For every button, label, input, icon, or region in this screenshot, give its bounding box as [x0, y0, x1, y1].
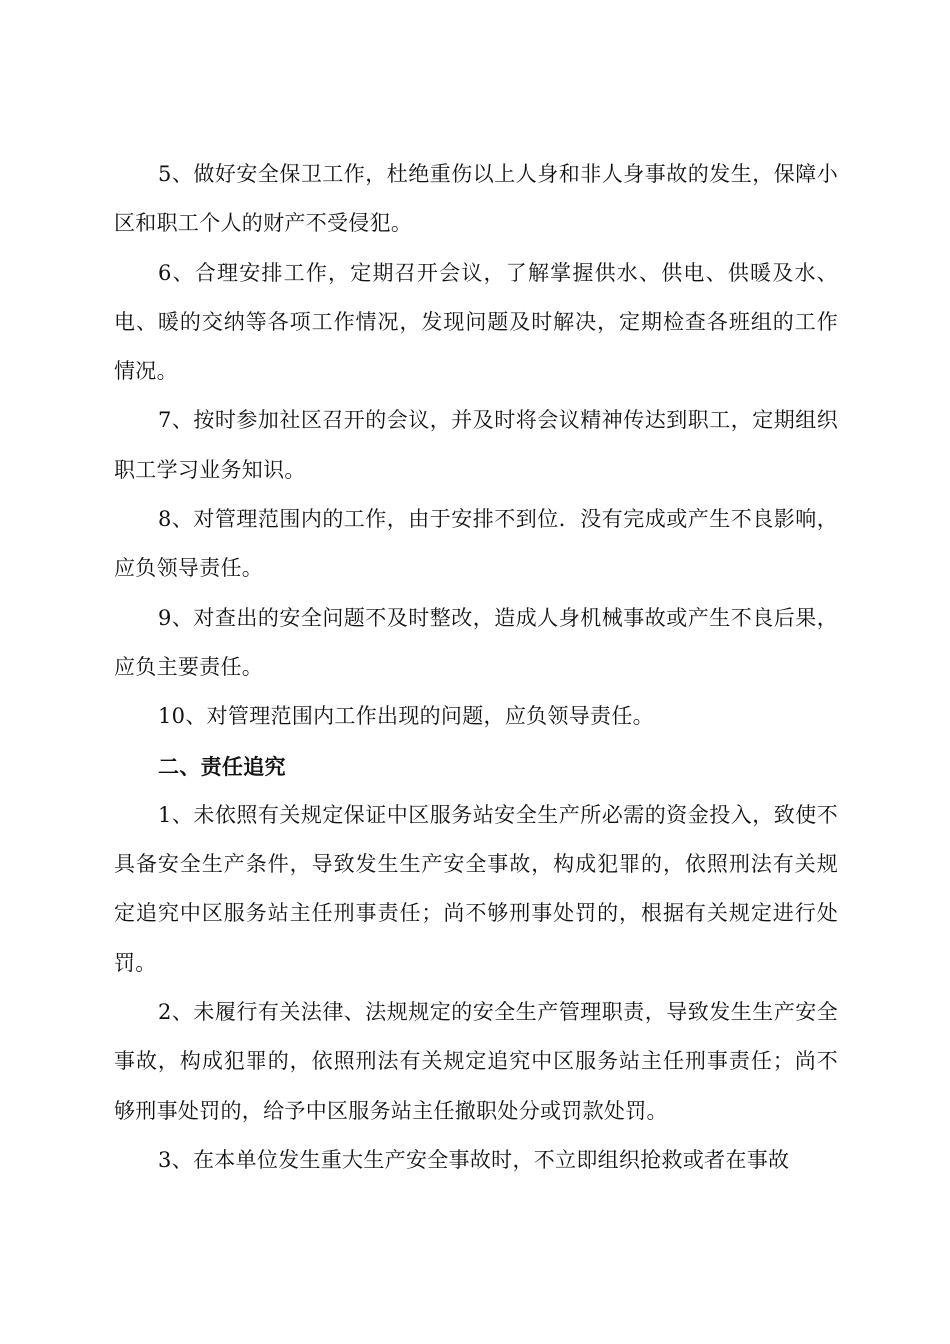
paragraph-item-9: 9、对查出的安全问题不及时整改，造成人身机械事故或产生不良后果，应负主要责任。 — [114, 605, 838, 679]
paragraph-item-8: 8、对管理范围内的工作，由于安排不到位．没有完成或产生不良影响，应负领导责任。 — [114, 507, 838, 581]
paragraph-item-10: 10、对管理范围内工作出现的问题，应负领导责任。 — [158, 704, 654, 729]
paragraph-item-7: 7、按时参加社区召开的会议，并及时将会议精神传达到职工，定期组织职工学习业务知识。 — [114, 408, 838, 482]
paragraph-item-6: 6、合理安排工作，定期召开会议，了解掌握供水、供电、供暖及水、电、暖的交纳等各项工作情况，发现问题及时解决，定期检查各班组的工作情况。 — [114, 260, 838, 384]
paragraph-liability-1: 1、未依照有关规定保证中区服务站安全生产所必需的资金投入，致使不具备安全生产条件，导致发生生产安全事故，构成犯罪的，依照刑法有关规定追究中区服务站主任刑事责任；尚不够刑事处罚的，根据有关规定进行处罚。 — [114, 802, 838, 975]
paragraph-liability-2: 2、未履行有关法律、法规规定的安全生产管理职责，导致发生生产安全事故，构成犯罪的，依照刑法有关规定追究中区服务站主任刑事责任；尚不够刑事处罚的，给予中区服务站主任撤职处分或罚款处罚。 — [114, 1000, 838, 1123]
document-body — [114, 150, 838, 1185]
paragraph-item-5: 5、做好安全保卫工作，杜绝重伤以上人身和非人身事故的发生，保障小区和职工个人的财产不受侵犯。 — [114, 162, 838, 236]
section-heading: 二、责任追究 — [158, 753, 286, 779]
paragraph-liability-3: 3、在本单位发生重大生产安全事故时，不立即组织抢救或者在事故 — [158, 1147, 790, 1172]
